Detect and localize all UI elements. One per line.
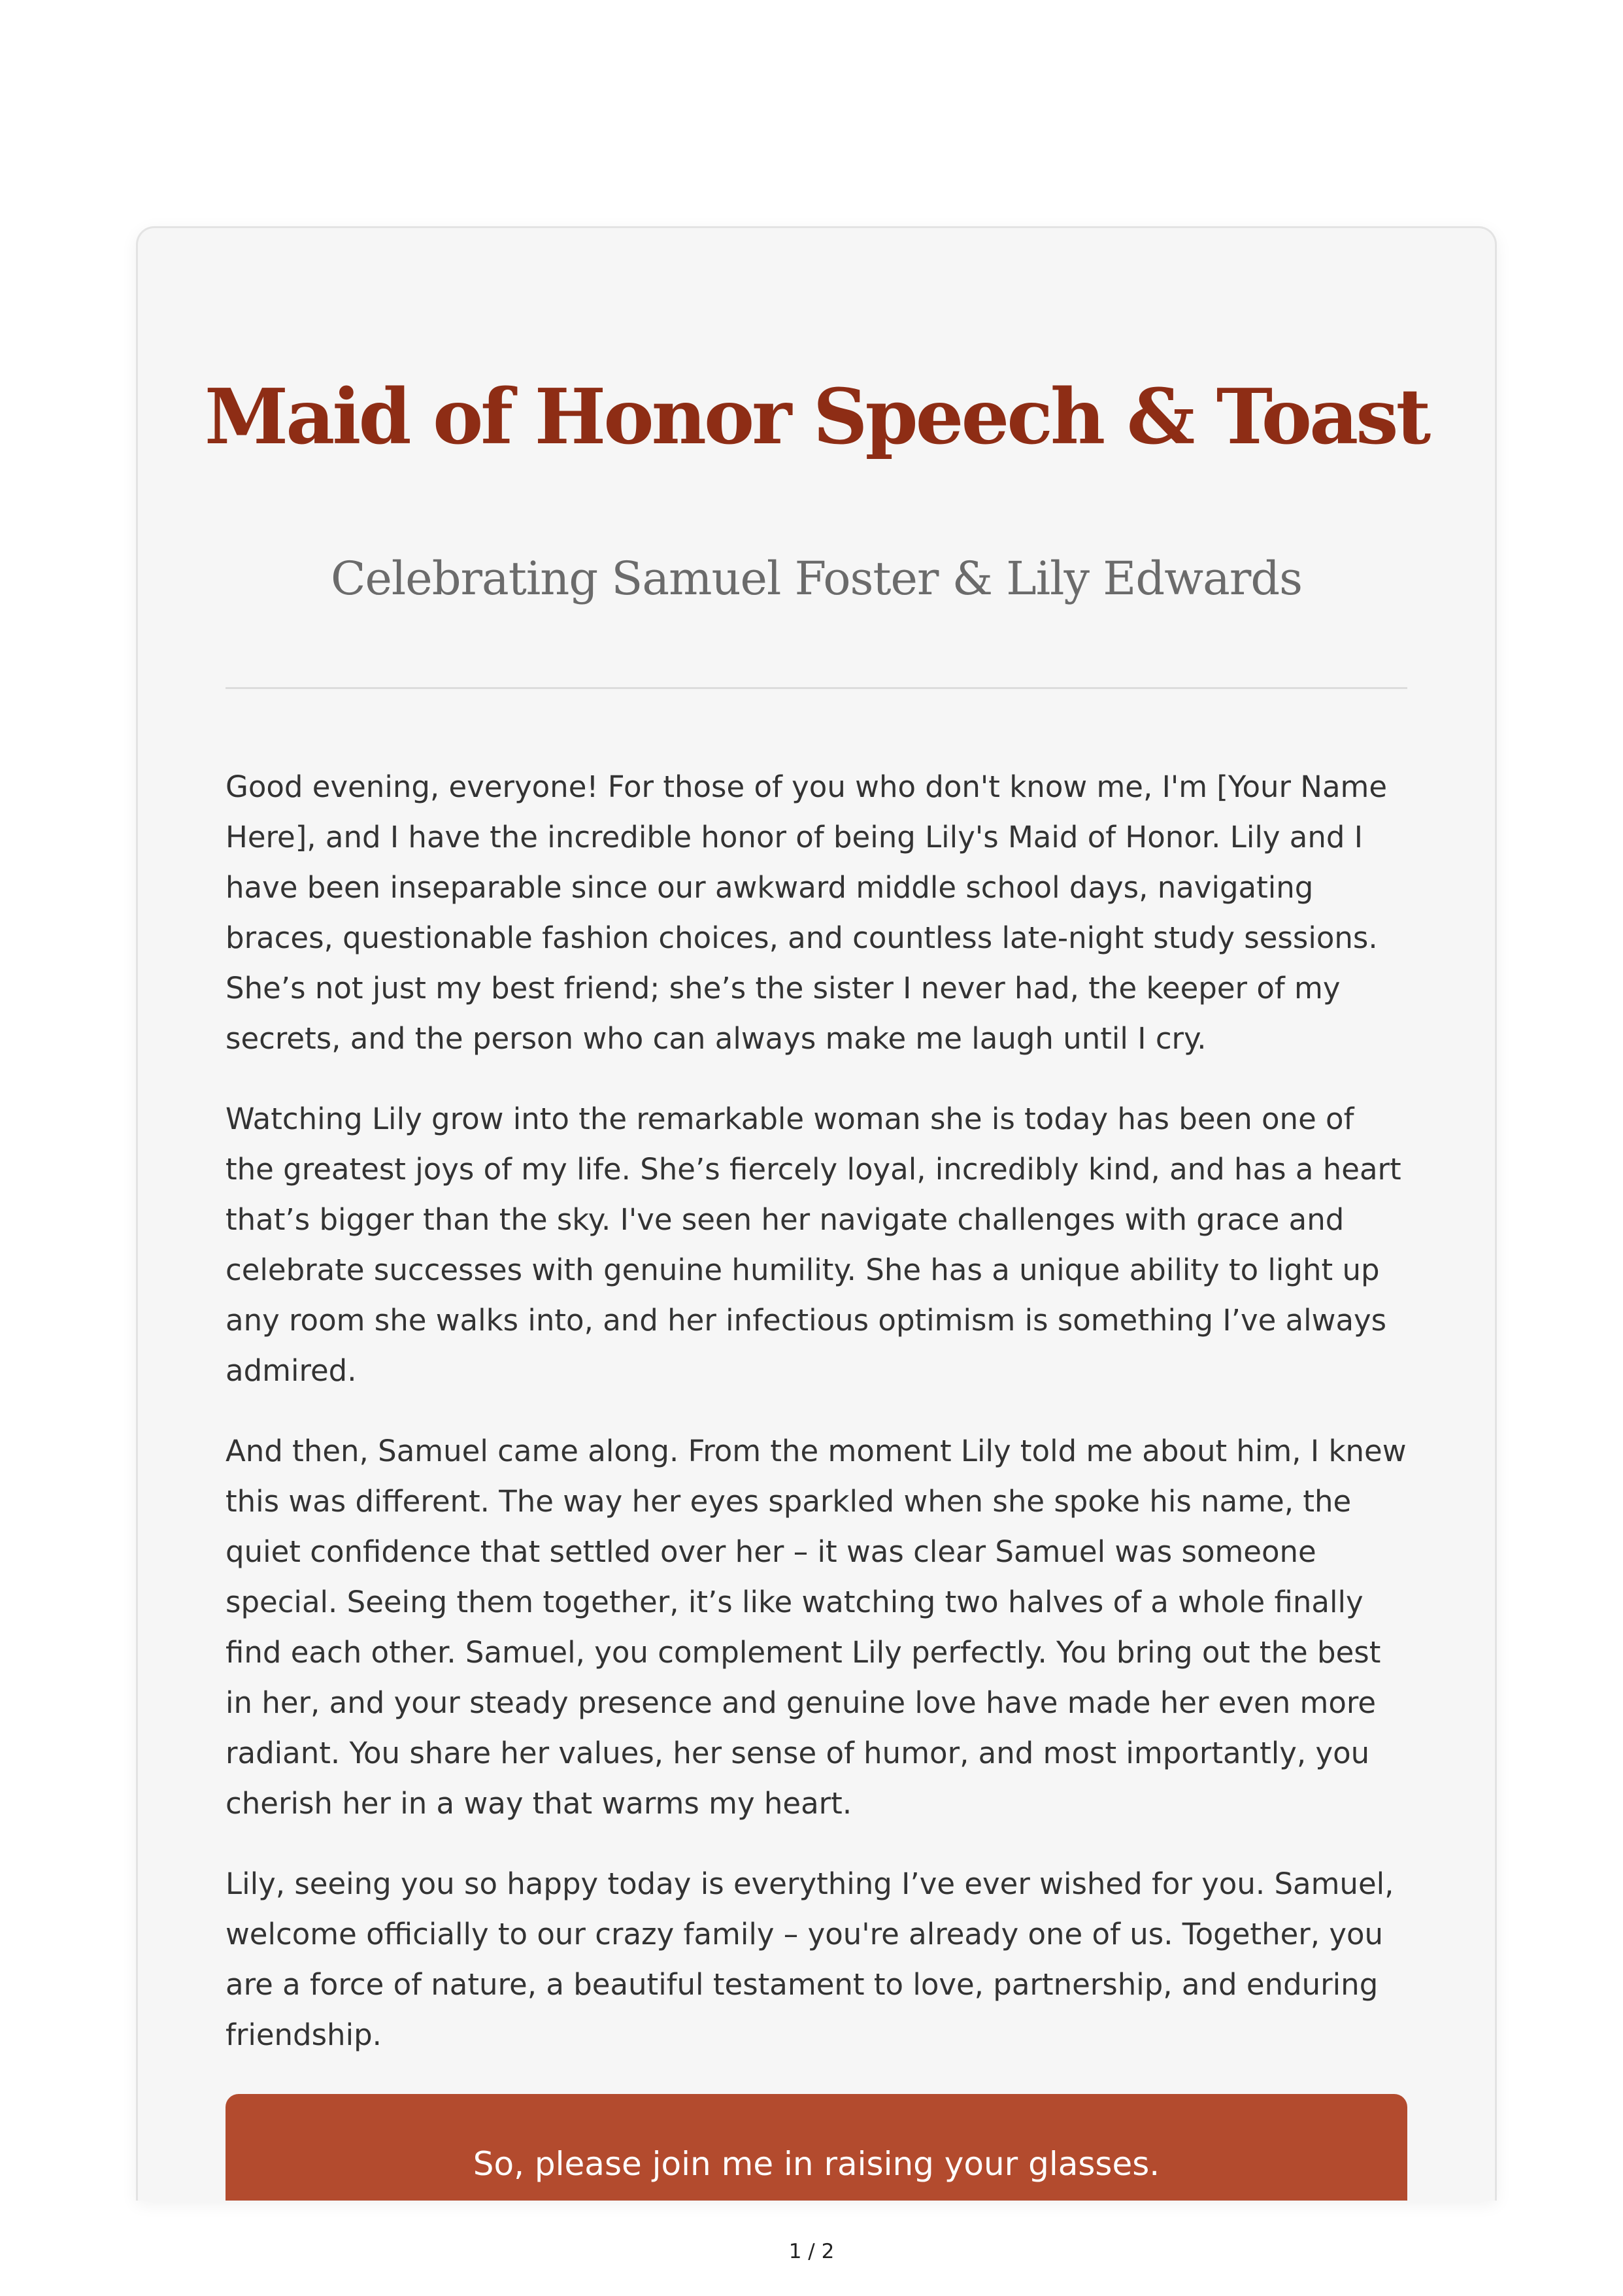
speech-paragraph: And then, Samuel came along. From the moment Lily told me about him, I knew this was different. The way her eyes sparkled when she spoke his name, the quiet confidence that settled over her – it was clear Samuel was someone special. Seeing them together, it’s like watching two halves of a whole finally find each other. Samuel, you complement Lily perfectly. You bring out the best in her, and your steady presence and genuine love have made her even more radiant. You share her values, her sense of humor, and most importantly, you cherish her in a way that warms my heart.: [226, 1434, 1407, 1821]
toast-banner: [226, 2094, 1407, 2201]
speech-card: [136, 226, 1497, 2201]
speech-paragraph: Lily, seeing you so happy today is everything I’ve ever wished for you. Samuel, welcome officially to our crazy family – you're already one of us. Together, you are a force of nature, a beautiful testament to love, partnership, and enduring friendship.: [226, 1866, 1394, 2052]
page-subtitle: Celebrating Samuel Foster & Lily Edwards: [330, 552, 1303, 605]
page-title: Maid of Honor Speech & Toast: [204, 373, 1429, 462]
title-divider: [226, 687, 1407, 689]
speech-body: [226, 762, 1407, 2090]
toast-call-text: So, please join me in raising your glasses.: [473, 2145, 1160, 2183]
page-number: 1 / 2: [788, 2240, 835, 2263]
speech-paragraph: Good evening, everyone! For those of you who don't know me, I'm [Your Name Here], and I have the incredible honor of being Lily's Maid of Honor. Lily and I have been inseparable since our awkward middle school days, navigating braces, questionable fashion choices, and countless late-night study sessions. She’s not just my best friend; she’s the sister I never had, the keeper of my secrets, and the person who can always make me laugh until I cry.: [226, 769, 1388, 1056]
speech-paragraph: Watching Lily grow into the remarkable woman she is today has been one of the greatest joys of my life. She’s fiercely loyal, incredibly kind, and has a heart that’s bigger than the sky. I've seen her navigate challenges with grace and celebrate successes with genuine humility. She has a unique ability to light up any room she walks into, and her infectious optimism is something I’ve always admired.: [226, 1102, 1401, 1388]
